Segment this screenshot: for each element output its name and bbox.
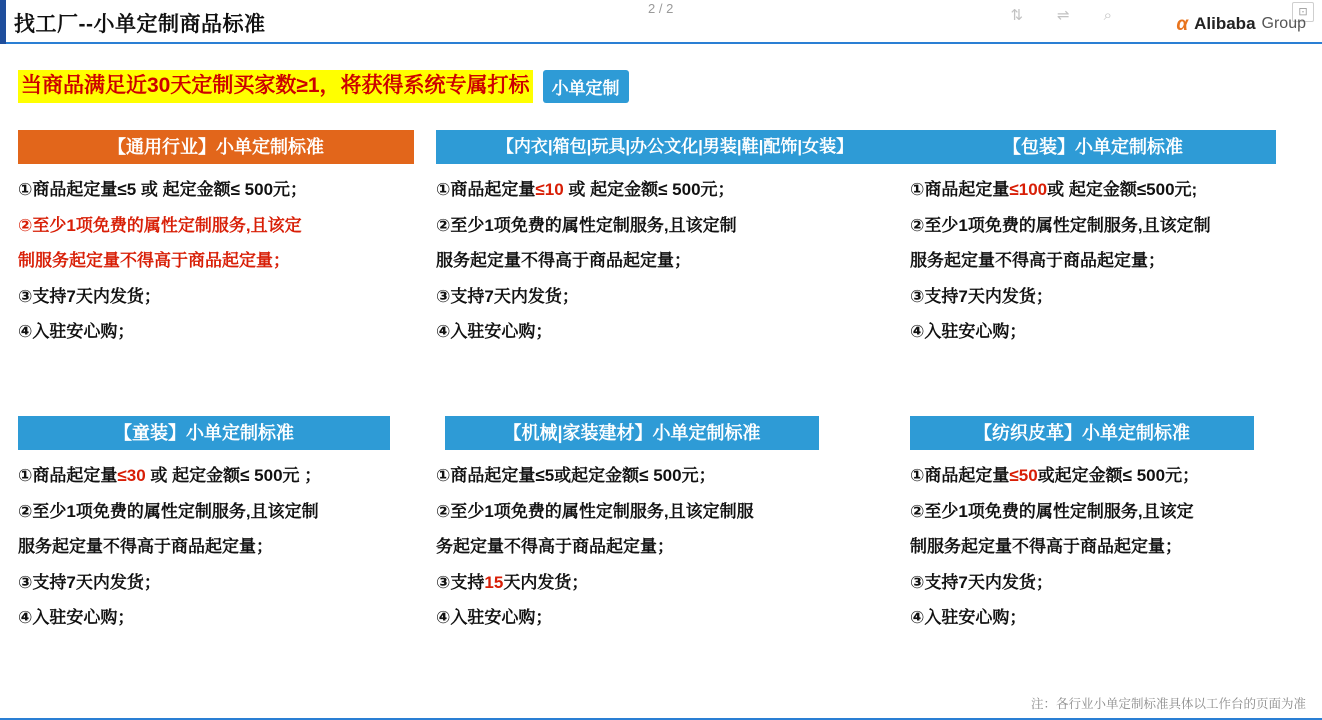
card-packaging xyxy=(910,130,1308,354)
alibaba-logo xyxy=(1176,14,1306,34)
headline-banner xyxy=(18,70,629,103)
card-textile-leather xyxy=(910,416,1308,640)
filter-icon[interactable]: ⇌ xyxy=(1057,7,1070,24)
standards-grid xyxy=(0,118,1322,698)
headline-text: 当商品满足近30天定制买家数≥1，将获得系统专属打标 xyxy=(18,70,533,102)
card-title: 【机械|家装建材】小单定制标准 xyxy=(445,416,819,450)
card-line: ②至少1项免费的属性定制服务,且该定制 xyxy=(436,215,737,235)
card-line: ①商品起定量≤5 或 起定金额≤ 500元； xyxy=(18,180,308,199)
card-apparel-group xyxy=(436,130,914,354)
card-line: ②至少1项免费的属性定制服务,且该定制 xyxy=(910,215,1211,235)
card-body xyxy=(18,462,414,632)
card-line: ③支持7天内发货； xyxy=(910,572,1053,592)
card-line: ①商品起定量≤5或起定金额≤ 500元； xyxy=(436,466,716,485)
card-line: 制服务起定量不得高于商品起定量； xyxy=(910,537,1182,557)
card-line: ②至少1项免费的属性定制服务,且该定 xyxy=(910,501,1194,521)
card-line: 服务起定量不得高于商品起定量； xyxy=(910,251,1165,271)
card-line: 服务起定量不得高于商品起定量； xyxy=(436,251,691,271)
card-line: ②至少1项免费的属性定制服务,且该定制 xyxy=(18,501,319,521)
card-line: ④入驻安心购； xyxy=(436,608,553,628)
card-line: 务起定量不得高于商品起定量； xyxy=(436,537,674,557)
card-line: ④入驻安心购； xyxy=(18,322,135,342)
card-line: ④入驻安心购； xyxy=(436,322,553,342)
card-title: 【包装】小单定制标准 xyxy=(910,130,1276,164)
card-childrenswear xyxy=(18,416,414,640)
sort-icon[interactable]: ⇅ xyxy=(1010,7,1024,24)
card-line: ③支持15天内发货； xyxy=(436,572,589,592)
card-line: ①商品起定量≤10 或 起定金额≤ 500元； xyxy=(436,180,735,199)
card-body xyxy=(436,176,914,346)
card-body xyxy=(910,462,1308,632)
card-title: 【纺织皮革】小单定制标准 xyxy=(910,416,1254,450)
card-body xyxy=(910,176,1308,346)
card-line: ②至少1项免费的属性定制服务,且该定制服 xyxy=(436,501,754,521)
toolbar-icons xyxy=(1010,0,1112,30)
card-line: ③支持7天内发货； xyxy=(436,286,579,306)
card-line: ④入驻安心购； xyxy=(18,608,135,628)
alibaba-mark-icon: α xyxy=(1176,13,1189,35)
card-line: ①商品起定量≤30 或 起定金额≤ 500元 ； xyxy=(18,466,322,485)
card-machinery-building xyxy=(436,416,914,640)
card-title: 【内衣|箱包|玩具|办公文化|男装|鞋|配饰|女装】 xyxy=(436,130,914,164)
card-line: 制服务起定量不得高于商品起定量； xyxy=(18,251,290,271)
card-line: ②至少1项免费的属性定制服务,且该定 xyxy=(18,215,302,235)
brand-sub: Group xyxy=(1261,15,1306,32)
card-general-industry xyxy=(18,130,414,354)
maximize-icon[interactable]: ⊡ xyxy=(1292,2,1314,22)
card-title: 【通用行业】小单定制标准 xyxy=(18,130,414,164)
card-body xyxy=(18,176,414,346)
card-line: ④入驻安心购； xyxy=(910,608,1027,628)
card-line: ③支持7天内发货； xyxy=(18,286,161,306)
card-line: 服务起定量不得高于商品起定量； xyxy=(18,537,273,557)
card-line: ①商品起定量≤100或 起定金额≤500元; xyxy=(910,180,1198,199)
search-icon[interactable]: ⌕ xyxy=(1103,6,1112,24)
card-line: ③支持7天内发货； xyxy=(910,286,1053,306)
top-bar xyxy=(0,0,1322,44)
page-indicator: 2 / 2 xyxy=(648,1,674,16)
title-accent-bar xyxy=(0,0,6,44)
status-badge: 小单定制 xyxy=(543,70,629,103)
brand-name: Alibaba xyxy=(1194,14,1256,33)
footnote: 注：各行业小单定制标准具体以工作台的页面为准 xyxy=(1030,697,1306,711)
page-title: 找工厂--小单定制商品标准 xyxy=(14,13,266,36)
card-body xyxy=(436,462,914,632)
card-line: ①商品起定量≤50或起定金额≤ 500元； xyxy=(910,466,1200,485)
card-title: 【童装】小单定制标准 xyxy=(18,416,390,450)
card-line: ④入驻安心购； xyxy=(910,322,1027,342)
card-line: ③支持7天内发货； xyxy=(18,572,161,592)
